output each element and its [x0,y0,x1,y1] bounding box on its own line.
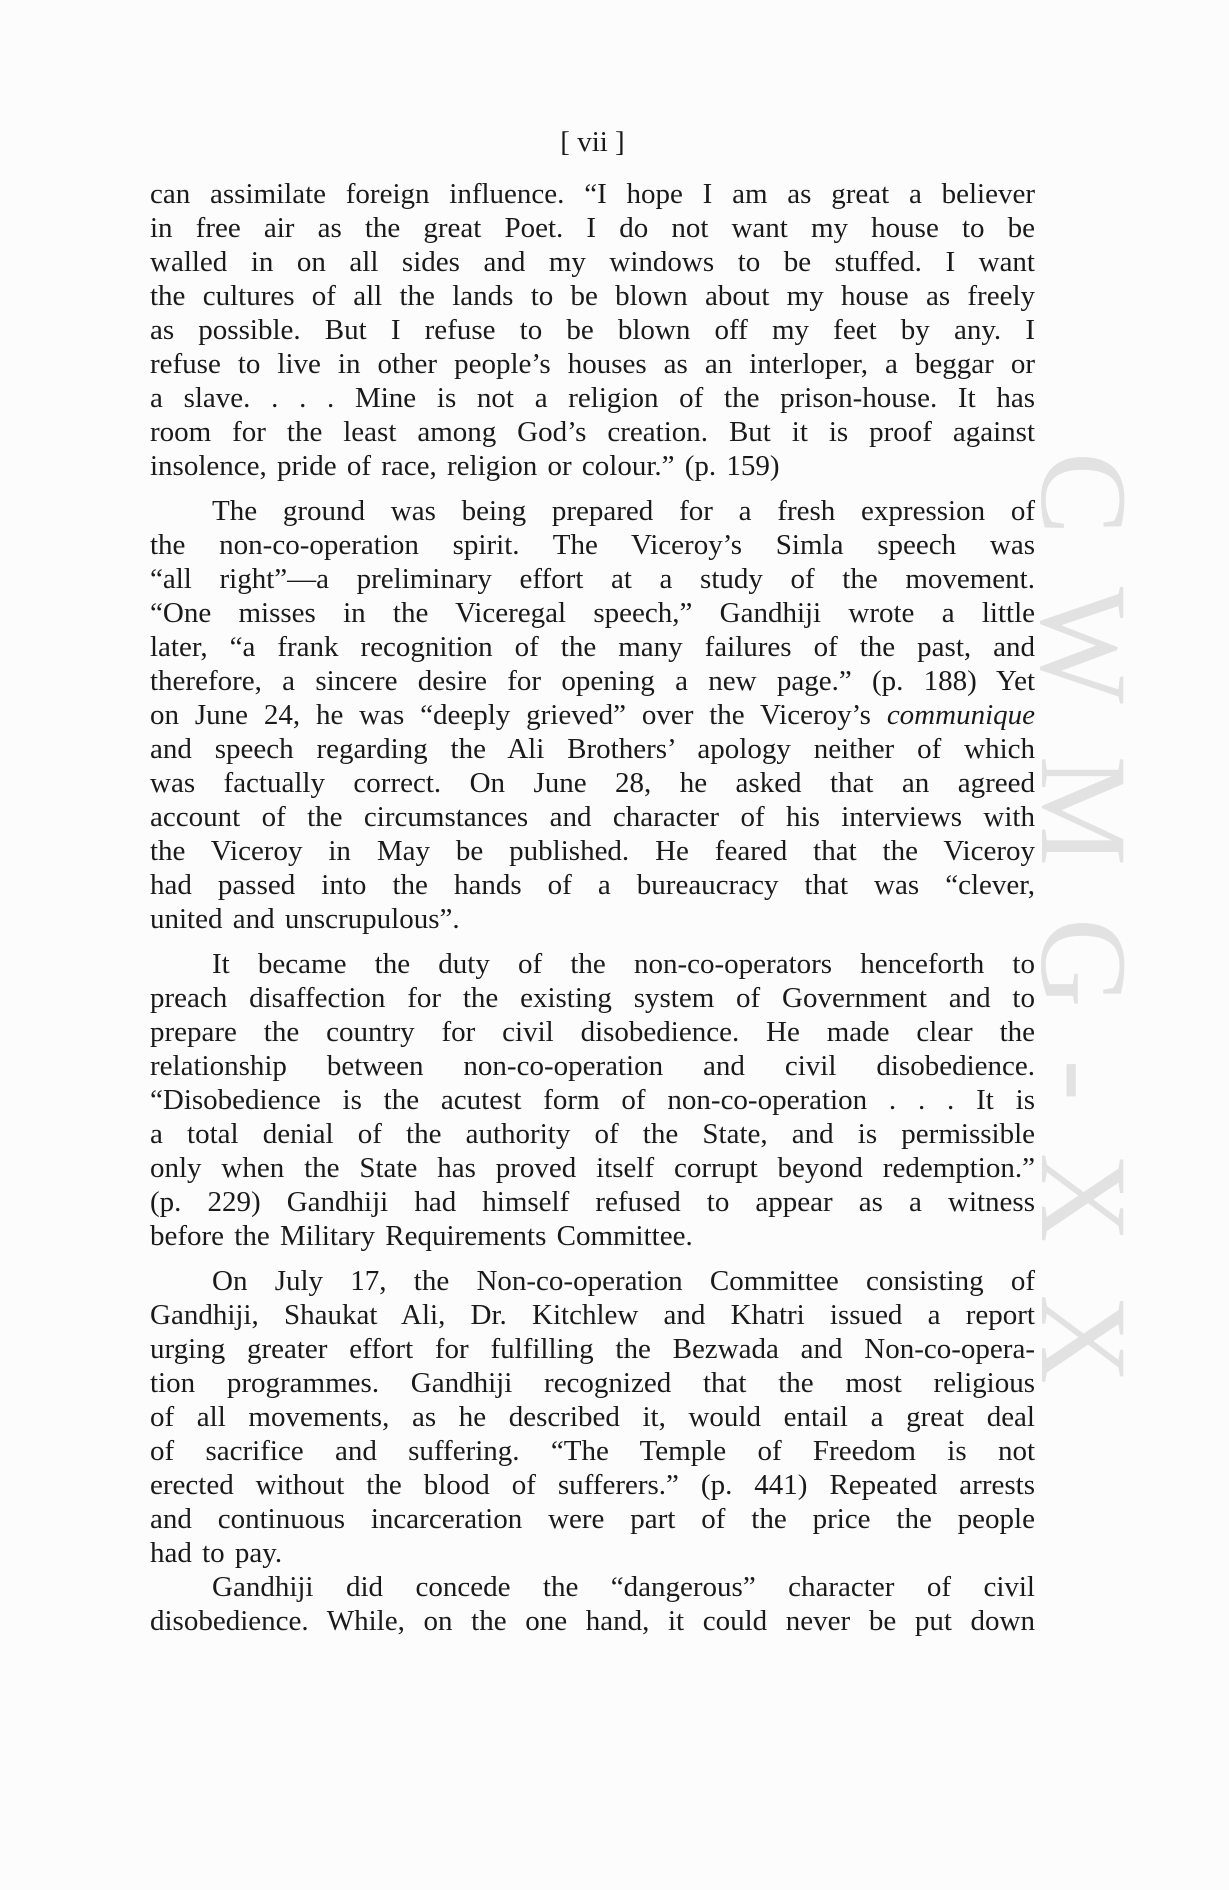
text-line: “Disobedience is the acutest form of non-co-operation . . . It is [150,1084,1035,1116]
text-line: refuse to live in other people’s houses as an interloper, a beggar or [150,348,1035,380]
text-line: later, “a frank recognition of the many failures of the past, and [150,631,1035,663]
text-line: before the Military Requirements Committee. [150,1220,693,1252]
text-line: a total denial of the authority of the State, and is permissible [150,1118,1035,1150]
text-line: Gandhiji did concede the “dangerous” character of civil [212,1571,1035,1603]
text-line: and speech regarding the Ali Brothers’ apology neither of which [150,733,1035,765]
text-line: tion programmes. Gandhiji recognized that the most religious [150,1367,1035,1399]
text-line: united and unscrupulous”. [150,903,460,935]
text-line: and continuous incarceration were part of the price the people [150,1503,1035,1535]
paragraph [150,177,1035,483]
text-line: therefore, a sincere desire for opening a new page.” (p. 188) Yet [150,665,1035,697]
text-line: was factually correct. On June 28, he asked that an agreed [150,767,1035,799]
page-number: [ vii ] [560,126,625,158]
text-line: had passed into the hands of a bureaucracy that was “clever, [150,869,1035,901]
text-line: preach disaffection for the existing system of Government and to [150,982,1035,1014]
text-line: The ground was being prepared for a fresh expression of [212,495,1035,527]
text-line: walled in on all sides and my windows to be stuffed. I want [150,246,1035,278]
text-line: the Viceroy in May be published. He feared that the Viceroy [150,835,1035,867]
text-line: room for the least among God’s creation. But it is proof against [150,416,1035,448]
text-line: of sacrifice and suffering. “The Temple of Freedom is not [150,1435,1035,1467]
text-line: urging greater effort for fulfilling the Bezwada and Non-co-opera- [150,1333,1035,1365]
text-line: “One misses in the Viceregal speech,” Gandhiji wrote a little [150,597,1035,629]
text-line: disobedience. While, on the one hand, it could never be put down [150,1605,1035,1637]
text-line: relationship between non-co-operation and civil disobedience. [150,1050,1035,1082]
watermark-text: CWMG-XX [1015,452,1152,1436]
text-line: Gandhiji, Shaukat Ali, Dr. Kitchlew and Khatri issued a report [150,1299,1035,1331]
text-line: On July 17, the Non-co-operation Committee consisting of [212,1265,1035,1297]
text-line: insolence, pride of race, religion or colour.” (p. 159) [150,450,780,482]
text-line: It became the duty of the non-co-operators henceforth to [212,948,1035,980]
text-line: erected without the blood of sufferers.” (p. 441) Repeated arrests [150,1469,1035,1501]
paragraph [150,1570,1035,1638]
paragraph [150,1264,1035,1570]
body-text [150,177,1035,1638]
text-line: prepare the country for civil disobedience. He made clear the [150,1016,1035,1048]
text-line: the cultures of all the lands to be blown about my house as freely [150,280,1035,312]
text-line: (p. 229) Gandhiji had himself refused to appear as a witness [150,1186,1035,1218]
text-line: as possible. But I refuse to be blown off my feet by any. I [150,314,1035,346]
text-line: account of the circumstances and character of his interviews with [150,801,1035,833]
text-line: the non-co-operation spirit. The Viceroy’s Simla speech was [150,529,1035,561]
text-line: “all right”—a preliminary effort at a study of the movement. [150,563,1035,595]
paragraph [150,494,1035,936]
text-line: only when the State has proved itself corrupt beyond redemption.” [150,1152,1035,1184]
text-line: on June 24, he was “deeply grieved” over the Viceroy’s communique [150,699,1035,731]
text-line: in free air as the great Poet. I do not want my house to be [150,212,1035,244]
text-line: of all movements, as he described it, would entail a great deal [150,1401,1035,1433]
text-line: had to pay. [150,1537,283,1569]
paragraph [150,947,1035,1253]
text-line: a slave. . . . Mine is not a religion of the prison-house. It has [150,382,1035,414]
text-line: can assimilate foreign influence. “I hope I am as great a believer [150,178,1035,210]
